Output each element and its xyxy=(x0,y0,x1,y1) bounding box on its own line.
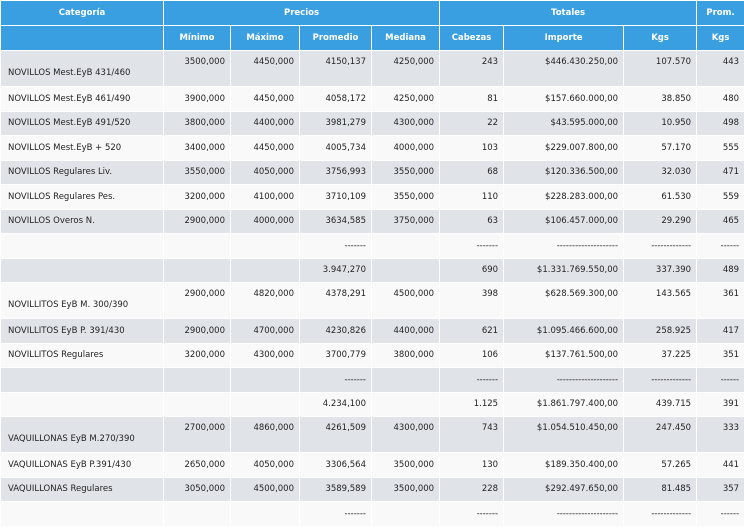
cell-cabezas: 690 xyxy=(440,258,504,283)
cell-mediana: 4300,000 xyxy=(372,417,440,453)
cell-maximo: 4450,000 xyxy=(231,136,300,161)
cell-maximo xyxy=(231,502,300,527)
table-row xyxy=(1,417,744,453)
cell-kgs: 61.530 xyxy=(624,185,697,210)
cell-mediana xyxy=(372,234,440,259)
cell-maximo: 4700,000 xyxy=(231,319,300,344)
header-kgs: Kgs xyxy=(624,26,697,51)
cell-minimo xyxy=(164,258,231,283)
table-header xyxy=(1,1,744,51)
cell-cabezas: 621 xyxy=(440,319,504,344)
cell-categoria xyxy=(1,392,164,417)
cell-maximo xyxy=(231,368,300,393)
cell-importe: $446.430.250,00 xyxy=(504,51,624,87)
cell-kgs-prom: ------ xyxy=(697,368,744,393)
cell-maximo: 4050,000 xyxy=(231,160,300,185)
cell-mediana: 3500,000 xyxy=(372,477,440,502)
cell-promedio: ------- xyxy=(300,502,372,527)
cell-cabezas: 68 xyxy=(440,160,504,185)
cell-mediana: 3500,000 xyxy=(372,453,440,478)
subtotal-row xyxy=(1,258,744,283)
cell-importe: -------------------- xyxy=(504,234,624,259)
cell-promedio: 4005,734 xyxy=(300,136,372,161)
cell-kgs-prom: ------ xyxy=(697,502,744,527)
header-promedio: Promedio xyxy=(300,26,372,51)
cell-maximo: 4050,000 xyxy=(231,453,300,478)
cell-kgs: 107.570 xyxy=(624,51,697,87)
table-row xyxy=(1,87,744,112)
cell-minimo: 2900,000 xyxy=(164,319,231,344)
cell-categoria: NOVILLOS Mest.EyB 491/520 xyxy=(1,111,164,136)
cell-mediana xyxy=(372,392,440,417)
cell-kgs-prom: 559 xyxy=(697,185,744,210)
header-importe: Importe xyxy=(504,26,624,51)
cell-cabezas: 103 xyxy=(440,136,504,161)
cell-kgs-prom: 465 xyxy=(697,209,744,234)
cell-categoria xyxy=(1,368,164,393)
cell-mediana: 3550,000 xyxy=(372,185,440,210)
cell-minimo xyxy=(164,392,231,417)
cell-minimo: 3050,000 xyxy=(164,477,231,502)
cell-categoria: NOVILLOS Regulares Pes. xyxy=(1,185,164,210)
cell-promedio: 4378,291 xyxy=(300,283,372,319)
cell-mediana xyxy=(372,502,440,527)
header-totales: Totales xyxy=(440,1,697,26)
header-mediana: Mediana xyxy=(372,26,440,51)
cell-mediana: 4500,000 xyxy=(372,283,440,319)
separator-row xyxy=(1,502,744,527)
cell-kgs: 38.850 xyxy=(624,87,697,112)
cell-cabezas: 22 xyxy=(440,111,504,136)
cell-promedio: 3634,585 xyxy=(300,209,372,234)
cell-categoria: VAQUILLONAS EyB P.391/430 xyxy=(1,453,164,478)
cell-maximo: 4500,000 xyxy=(231,477,300,502)
cell-importe: $189.350.400,00 xyxy=(504,453,624,478)
table-row xyxy=(1,136,744,161)
cell-maximo xyxy=(231,234,300,259)
cell-promedio: ------- xyxy=(300,368,372,393)
cell-kgs: 81.485 xyxy=(624,477,697,502)
cell-importe: $157.660.000,00 xyxy=(504,87,624,112)
cell-kgs: 57.265 xyxy=(624,453,697,478)
cell-kgs: ------------- xyxy=(624,234,697,259)
cell-promedio: 4230,826 xyxy=(300,319,372,344)
cell-maximo: 4450,000 xyxy=(231,51,300,87)
cell-kgs: 57.170 xyxy=(624,136,697,161)
cell-cabezas: 110 xyxy=(440,185,504,210)
cell-minimo: 3550,000 xyxy=(164,160,231,185)
table-row xyxy=(1,319,744,344)
cell-minimo xyxy=(164,502,231,527)
cell-kgs-prom: 480 xyxy=(697,87,744,112)
cell-kgs: 337.390 xyxy=(624,258,697,283)
table-row xyxy=(1,51,744,87)
cell-promedio: ------- xyxy=(300,234,372,259)
cell-cabezas: 130 xyxy=(440,453,504,478)
cell-cabezas: 398 xyxy=(440,283,504,319)
cell-kgs-prom: 391 xyxy=(697,392,744,417)
cell-minimo: 3800,000 xyxy=(164,111,231,136)
cell-categoria: NOVILLITOS Regulares xyxy=(1,343,164,368)
cell-importe: -------------------- xyxy=(504,502,624,527)
cell-mediana xyxy=(372,368,440,393)
cell-kgs: 32.030 xyxy=(624,160,697,185)
cell-cabezas: 743 xyxy=(440,417,504,453)
cell-kgs-prom: 361 xyxy=(697,283,744,319)
cell-maximo: 4000,000 xyxy=(231,209,300,234)
cell-cabezas: 243 xyxy=(440,51,504,87)
cell-kgs-prom: ------ xyxy=(697,234,744,259)
cell-categoria: NOVILLOS Mest.EyB + 520 xyxy=(1,136,164,161)
cell-mediana: 4300,000 xyxy=(372,111,440,136)
cell-importe: $120.336.500,00 xyxy=(504,160,624,185)
cell-maximo: 4300,000 xyxy=(231,343,300,368)
cell-cabezas: 228 xyxy=(440,477,504,502)
cell-importe: $229.007.800,00 xyxy=(504,136,624,161)
cell-mediana xyxy=(372,258,440,283)
cell-maximo: 4400,000 xyxy=(231,111,300,136)
cell-kgs-prom: 441 xyxy=(697,453,744,478)
cell-categoria: NOVILLOS Overos N. xyxy=(1,209,164,234)
cell-promedio: 3710,109 xyxy=(300,185,372,210)
separator-row xyxy=(1,368,744,393)
table-row xyxy=(1,453,744,478)
cell-minimo: 3500,000 xyxy=(164,51,231,87)
header-empty xyxy=(1,26,164,51)
cell-kgs: 247.450 xyxy=(624,417,697,453)
cell-maximo: 4860,000 xyxy=(231,417,300,453)
subtotal-row xyxy=(1,392,744,417)
cell-cabezas: ------- xyxy=(440,502,504,527)
cell-maximo xyxy=(231,258,300,283)
cell-minimo: 2900,000 xyxy=(164,283,231,319)
header-categoria: Categoría xyxy=(1,1,164,26)
cell-promedio: 4150,137 xyxy=(300,51,372,87)
table-row xyxy=(1,343,744,368)
cell-categoria xyxy=(1,234,164,259)
cell-maximo: 4820,000 xyxy=(231,283,300,319)
cell-promedio: 3756,993 xyxy=(300,160,372,185)
table-row xyxy=(1,185,744,210)
cell-mediana: 3800,000 xyxy=(372,343,440,368)
cell-kgs-prom: 498 xyxy=(697,111,744,136)
header-prom: Prom. xyxy=(697,1,744,26)
cell-importe: $1.331.769.550,00 xyxy=(504,258,624,283)
table-row xyxy=(1,283,744,319)
cell-minimo: 3200,000 xyxy=(164,343,231,368)
cell-importe: $1.861.797.400,00 xyxy=(504,392,624,417)
cell-minimo: 3900,000 xyxy=(164,87,231,112)
cell-kgs-prom: 357 xyxy=(697,477,744,502)
cell-cabezas: 81 xyxy=(440,87,504,112)
cell-kgs-prom: 489 xyxy=(697,258,744,283)
cell-cabezas: 1.125 xyxy=(440,392,504,417)
cell-categoria: NOVILLITOS EyB P. 391/430 xyxy=(1,319,164,344)
cell-minimo: 2700,000 xyxy=(164,417,231,453)
header-precios: Precios xyxy=(164,1,440,26)
cell-promedio: 3589,589 xyxy=(300,477,372,502)
cell-kgs-prom: 333 xyxy=(697,417,744,453)
cell-mediana: 4250,000 xyxy=(372,51,440,87)
cell-importe: $228.283.000,00 xyxy=(504,185,624,210)
cell-promedio: 4.234,100 xyxy=(300,392,372,417)
cell-importe: -------------------- xyxy=(504,368,624,393)
header-kgs-prom: Kgs xyxy=(697,26,744,51)
cell-kgs-prom: 351 xyxy=(697,343,744,368)
cell-importe: $106.457.000,00 xyxy=(504,209,624,234)
cell-categoria xyxy=(1,502,164,527)
cell-promedio: 4058,172 xyxy=(300,87,372,112)
cell-mediana: 4250,000 xyxy=(372,87,440,112)
cell-cabezas: 63 xyxy=(440,209,504,234)
cell-promedio: 4261,509 xyxy=(300,417,372,453)
cell-importe: $43.595.000,00 xyxy=(504,111,624,136)
cell-kgs: 37.225 xyxy=(624,343,697,368)
cell-importe: $628.569.300,00 xyxy=(504,283,624,319)
header-cabezas: Cabezas xyxy=(440,26,504,51)
cell-categoria: VAQUILLONAS Regulares xyxy=(1,477,164,502)
cell-promedio: 3306,564 xyxy=(300,453,372,478)
cell-categoria xyxy=(1,258,164,283)
header-minimo: Mínimo xyxy=(164,26,231,51)
cell-kgs: 258.925 xyxy=(624,319,697,344)
cell-maximo: 4100,000 xyxy=(231,185,300,210)
cell-mediana: 3550,000 xyxy=(372,160,440,185)
table-row xyxy=(1,160,744,185)
cell-minimo: 3400,000 xyxy=(164,136,231,161)
cell-minimo: 2650,000 xyxy=(164,453,231,478)
cell-kgs: 439.715 xyxy=(624,392,697,417)
separator-row xyxy=(1,234,744,259)
cell-categoria: NOVILLITOS EyB M. 300/390 xyxy=(1,283,164,319)
cell-cabezas: 106 xyxy=(440,343,504,368)
table-row xyxy=(1,209,744,234)
cell-importe: $292.497.650,00 xyxy=(504,477,624,502)
cell-kgs: ------------- xyxy=(624,368,697,393)
cell-kgs: ------------- xyxy=(624,502,697,527)
cell-minimo: 3200,000 xyxy=(164,185,231,210)
cell-maximo: 4450,000 xyxy=(231,87,300,112)
cell-kgs-prom: 471 xyxy=(697,160,744,185)
cell-importe: $1.095.466.600,00 xyxy=(504,319,624,344)
cell-kgs-prom: 555 xyxy=(697,136,744,161)
cell-kgs: 143.565 xyxy=(624,283,697,319)
cell-promedio: 3981,279 xyxy=(300,111,372,136)
cell-maximo xyxy=(231,392,300,417)
cell-kgs: 10.950 xyxy=(624,111,697,136)
cell-importe: $137.761.500,00 xyxy=(504,343,624,368)
cell-promedio: 3.947,270 xyxy=(300,258,372,283)
table-body xyxy=(1,51,744,527)
cell-kgs-prom: 417 xyxy=(697,319,744,344)
cell-categoria: NOVILLOS Mest.EyB 431/460 xyxy=(1,51,164,87)
table-row xyxy=(1,477,744,502)
cell-kgs: 29.290 xyxy=(624,209,697,234)
cell-mediana: 3750,000 xyxy=(372,209,440,234)
cell-promedio: 3700,779 xyxy=(300,343,372,368)
cell-minimo xyxy=(164,234,231,259)
cell-cabezas: ------- xyxy=(440,234,504,259)
cell-categoria: NOVILLOS Mest.EyB 461/490 xyxy=(1,87,164,112)
cell-minimo xyxy=(164,368,231,393)
cell-minimo: 2900,000 xyxy=(164,209,231,234)
cell-mediana: 4000,000 xyxy=(372,136,440,161)
cell-kgs-prom: 443 xyxy=(697,51,744,87)
header-maximo: Máximo xyxy=(231,26,300,51)
table-row xyxy=(1,111,744,136)
cell-categoria: NOVILLOS Regulares Liv. xyxy=(1,160,164,185)
cell-cabezas: ------- xyxy=(440,368,504,393)
cell-categoria: VAQUILLONAS EyB M.270/390 xyxy=(1,417,164,453)
cell-importe: $1.054.510.450,00 xyxy=(504,417,624,453)
cell-mediana: 4400,000 xyxy=(372,319,440,344)
